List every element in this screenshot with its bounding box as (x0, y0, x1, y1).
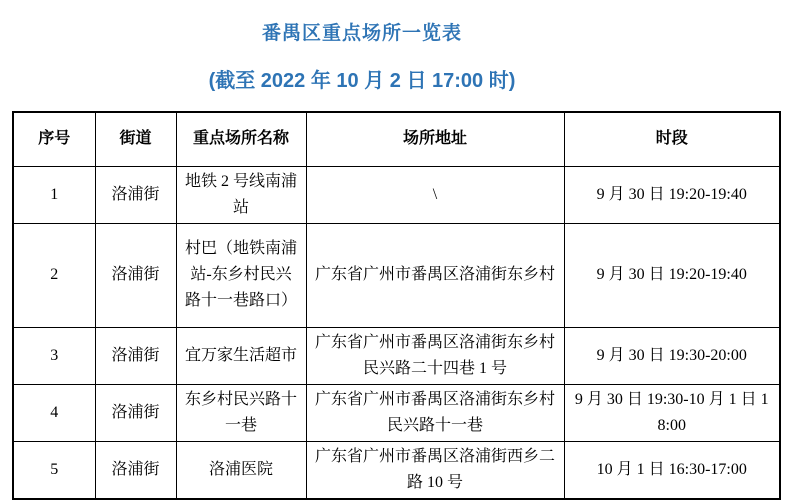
cell-place: 宜万家生活超市 (176, 327, 306, 384)
cell-street: 洛浦街 (95, 223, 176, 327)
header-cell-place: 重点场所名称 (176, 112, 306, 166)
cell-place: 洛浦医院 (176, 441, 306, 499)
cell-street: 洛浦街 (95, 384, 176, 441)
cell-street: 洛浦街 (95, 441, 176, 499)
page-title: 番禺区重点场所一览表 (261, 23, 462, 44)
cell-no: 2 (13, 223, 95, 327)
table-row (13, 327, 780, 384)
cell-address: 广东省广州市番禺区洛浦街西乡二路 10 号 (306, 441, 564, 499)
cell-no: 5 (13, 441, 95, 499)
header-cell-no: 序号 (13, 112, 95, 166)
header-cell-address: 场所地址 (306, 112, 564, 166)
page-subtitle: (截至 2022 年 10 月 2 日 17:00 时) (208, 70, 516, 92)
table-header-row (13, 112, 780, 166)
cell-period: 9 月 30 日 19:30-10 月 1 日 18:00 (564, 384, 780, 441)
cell-address: 广东省广州市番禺区洛浦街东乡村民兴路十一巷 (306, 384, 564, 441)
cell-period: 9 月 30 日 19:20-19:40 (564, 166, 780, 223)
cell-address: 广东省广州市番禺区洛浦街东乡村民兴路二十四巷 1 号 (306, 327, 564, 384)
table-row (13, 166, 780, 223)
table-row (13, 441, 780, 499)
cell-no: 4 (13, 384, 95, 441)
cell-no: 3 (13, 327, 95, 384)
table-row (13, 384, 780, 441)
header-cell-period: 时段 (564, 112, 780, 166)
cell-address: \ (306, 166, 564, 223)
cell-place: 东乡村民兴路十一巷 (176, 384, 306, 441)
key-places-table (12, 111, 781, 500)
cell-place: 地铁 2 号线南浦站 (176, 166, 306, 223)
cell-period: 9 月 30 日 19:20-19:40 (564, 223, 780, 327)
cell-place: 村巴（地铁南浦站-东乡村民兴路十一巷路口） (176, 223, 306, 327)
table-row (13, 223, 780, 327)
header-cell-street: 街道 (95, 112, 176, 166)
cell-no: 1 (13, 166, 95, 223)
cell-street: 洛浦街 (95, 327, 176, 384)
cell-street: 洛浦街 (95, 166, 176, 223)
cell-period: 9 月 30 日 19:30-20:00 (564, 327, 780, 384)
cell-address: 广东省广州市番禺区洛浦街东乡村 (306, 223, 564, 327)
cell-period: 10 月 1 日 16:30-17:00 (564, 441, 780, 499)
